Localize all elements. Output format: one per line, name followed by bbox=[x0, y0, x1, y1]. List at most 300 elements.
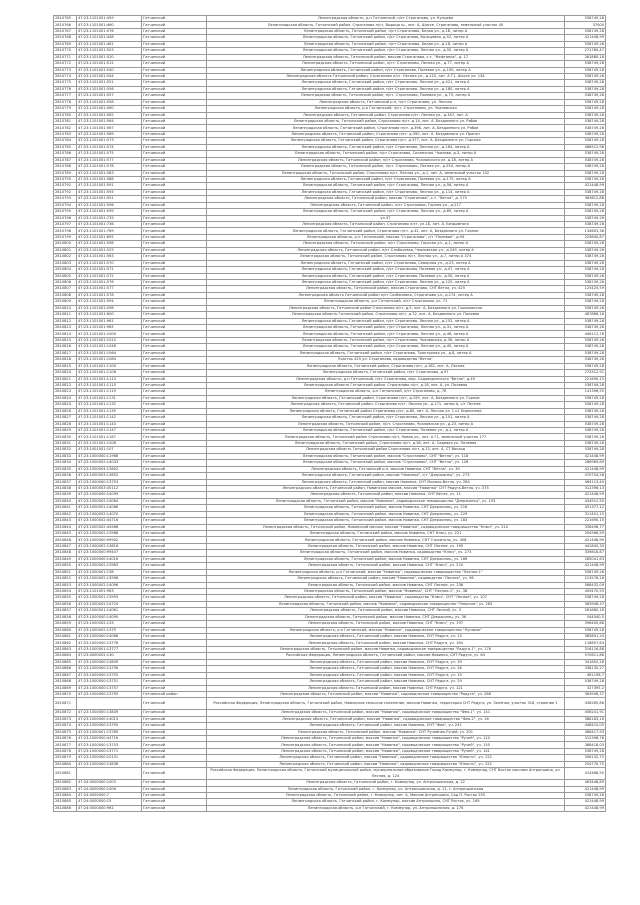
district-name-cell: Гатчинский район bbox=[142, 691, 207, 697]
district-name-cell: Гатчинский bbox=[142, 485, 207, 491]
cadastral-number-cell: 47:24:0000000:7 bbox=[77, 792, 142, 798]
cadastral-value-cell: 409470,55 bbox=[565, 588, 606, 594]
cadastral-value-cell: 421448,99 bbox=[565, 183, 606, 189]
cadastral-number-cell: 47:23:1001001:107 bbox=[77, 447, 142, 453]
cadastral-number-cell: 47:23:1000002:13998 bbox=[77, 576, 142, 582]
cadastral-value-cell: 461196,7 bbox=[565, 672, 606, 678]
district-name-cell: Гатчинский bbox=[142, 41, 207, 47]
cadastral-value-cell: 464113,49 bbox=[565, 479, 606, 485]
record-number-cell: 2810839 bbox=[54, 492, 77, 498]
cadastral-number-cell: 47:23:1101001:576 bbox=[77, 28, 142, 34]
cadastral-number-cell: 47:23:1000002:13988 bbox=[77, 531, 142, 537]
district-name-cell: Гатчинский bbox=[142, 325, 207, 331]
cadastral-value-cell: 421448,99 bbox=[565, 453, 606, 459]
cadastral-value-cell: 421448,99 bbox=[565, 563, 606, 569]
cadastral-number-cell: 47:23:1101001:572 bbox=[77, 273, 142, 279]
record-number-cell: 2810816 bbox=[54, 344, 77, 350]
cadastral-number-cell: 47:23:1000000:13753 bbox=[77, 742, 142, 748]
record-number-cell: 2810829 bbox=[54, 428, 77, 434]
cadastral-value-cell: 388418,03 bbox=[565, 742, 606, 748]
cadastral-number-cell: 47:23:1101001:1132 bbox=[77, 402, 142, 408]
address-cell: Ленинградская область, Гатчинский район, п/ст Строганово, Белая ул., д.18, литер А bbox=[207, 41, 565, 47]
district-name-cell: Гатчинский bbox=[142, 189, 207, 195]
record-number-cell: 2810781 bbox=[54, 119, 77, 125]
district-name-cell: Гатчинский bbox=[142, 273, 207, 279]
cadastral-value-cell: 311401,15 bbox=[565, 511, 606, 517]
cadastral-number-cell: 47:23:1000003:45112 bbox=[77, 485, 142, 491]
district-name-cell: Гатчинский bbox=[142, 183, 207, 189]
cadastral-number-cell: 47:23:1101001:563 bbox=[77, 254, 142, 260]
address-cell: Ленинградская область, Гатчинский район, массив Новинка, СНТ Дзержинец, уч. 183 bbox=[207, 518, 565, 524]
cadastral-value-cell: 385891,24 bbox=[565, 634, 606, 640]
cadastral-value-cell: 448410,05 bbox=[565, 723, 606, 729]
cadastral-number-cell: 47:23:1101001:576 bbox=[77, 279, 142, 285]
record-number-cell: 2810779 bbox=[54, 106, 77, 112]
record-number-cell: 2810878 bbox=[54, 748, 77, 754]
address-cell: Ленинградская область, Гатчинский район, массив Новинка, СНТ "Ключ", уч. 220 bbox=[207, 563, 565, 569]
record-number-cell: 2810811 bbox=[54, 312, 77, 318]
address-cell: Ленинградская область Гатчинский район, Строганово п/ст. Лесная ул., д.115, лит. А Г1, Шоссе ул. 13А bbox=[207, 73, 565, 79]
district-name-cell: Гатчинский bbox=[142, 106, 207, 112]
cadastral-number-cell: 47:23:1000001:14061 bbox=[77, 608, 142, 614]
cadastral-number-cell: 47:23:1101001:544 bbox=[77, 73, 142, 79]
cadastral-value-cell: 538749,28 bbox=[565, 350, 606, 356]
cadastral-value-cell: 538749,28 bbox=[565, 125, 606, 131]
record-number-cell: 2810804 bbox=[54, 267, 77, 273]
cadastral-value-cell: 421448,99 bbox=[565, 805, 606, 811]
record-number-cell: 2810857 bbox=[54, 608, 77, 614]
district-name-cell: Гатчинский bbox=[142, 395, 207, 401]
cadastral-value-cell: 538749,28 bbox=[565, 16, 606, 22]
cadastral-value-cell: 134603,38 bbox=[565, 228, 606, 234]
cadastral-number-cell: 47:23:1101001:1100 bbox=[77, 363, 142, 369]
district-name-cell: Гатчинский bbox=[142, 666, 207, 672]
cadastral-number-cell: 47:23:1000003:13652 bbox=[77, 473, 142, 479]
record-number-cell: 2810841 bbox=[54, 505, 77, 511]
record-number-cell: 2810848 bbox=[54, 550, 77, 556]
cadastral-value-cell: 538749,28 bbox=[565, 247, 606, 253]
district-name-cell: Гатчинский bbox=[142, 614, 207, 620]
record-number-cell: 2810886 bbox=[54, 805, 77, 811]
cadastral-value-cell: 538749,28 bbox=[565, 93, 606, 99]
record-number-cell: 2810795 bbox=[54, 209, 77, 215]
cadastral-number-cell: 47:23:1101001:1167 bbox=[77, 434, 142, 440]
record-number-cell: 2810837 bbox=[54, 479, 77, 485]
cadastral-number-cell: 47:23:1000000:13753 bbox=[77, 479, 142, 485]
register-body bbox=[54, 16, 606, 812]
cadastral-value-cell: 538749,28 bbox=[565, 363, 606, 369]
district-name-cell: Гатчинский bbox=[142, 672, 207, 678]
address-cell: Ленинградская область, р-н Гатчинский, п/ст Строганово, мкр. Садоводческого "Ветла", д.49 bbox=[207, 376, 565, 382]
district-name-cell: Гатчинский bbox=[142, 640, 207, 646]
cadastral-value-cell: 396400,66 bbox=[565, 621, 606, 627]
cadastral-number-cell: 47:23:1101001:540 bbox=[77, 67, 142, 73]
cadastral-value-cell: 538749,28 bbox=[565, 176, 606, 182]
record-number-cell: 2810846 bbox=[54, 537, 77, 543]
address-cell: Ленинградская область Гатчинский район п/ст Слобачевка, Строганово ул., д.174, литер А bbox=[207, 292, 565, 298]
cadastral-number-cell: 47:23:1101001:578 bbox=[77, 292, 142, 298]
address-cell: Ленинградская область, Гатчинский район, п/ст Строганово, Лесная ул., д.180, литер А bbox=[207, 86, 565, 92]
cadastral-number-cell: 47:23:1101001:578 bbox=[77, 164, 142, 170]
address-cell: Ленинградская область, Гатчинский район, Новинский массив, массив "Новинка", садоводческое товарищество "Ключ", уч. 210 bbox=[207, 524, 565, 530]
record-number-cell: 2810769 bbox=[54, 41, 77, 47]
address-cell: Ленинградская область, Гатчинский район, массив Новинка, СНТ Радуга, уч. 39 bbox=[207, 659, 565, 665]
cadastral-number-cell: 47:23:1101001:1010 bbox=[77, 337, 142, 343]
address-cell: Ленинградская область, Гатчинский район, массив Новинка, СНТ Дзержинец, уч. 166 bbox=[207, 556, 565, 562]
cadastral-number-cell: 47:23:1000002:133 bbox=[77, 621, 142, 627]
address-cell: Ленинградская область, Гатчинский район, Строганово п/ст, Лесная ул., д.1, лит. А, земельный участок 152 bbox=[207, 170, 565, 176]
district-name-cell: Гатчинский bbox=[142, 209, 207, 215]
district-name-cell: Гатчинский bbox=[142, 453, 207, 459]
district-name-cell: Гатчинский bbox=[142, 382, 207, 388]
record-number-cell: 2810788 bbox=[54, 164, 77, 170]
district-name-cell: Гатчинский bbox=[142, 363, 207, 369]
address-cell: Ленинградская область, Гатчинский район, массив Новинка, СНТ Радуга, уч. 13 bbox=[207, 634, 565, 640]
address-cell: Ленинградская область, Гатчинский район, массив "Строганово", с.т. "Ветла", д. 270 bbox=[207, 196, 565, 202]
record-number-cell: 2810847 bbox=[54, 543, 77, 549]
cadastral-value-cell: 338135,27 bbox=[565, 666, 606, 672]
address-cell: Ленинградская область, Гатчинский район, Строганово п/ст, Вырица ш., лит. А, Шоссе, Строганово, земельный участок 40 bbox=[207, 22, 565, 28]
cadastral-value-cell: 456241,91 bbox=[565, 710, 606, 716]
cadastral-number-cell: 47:23:1101001:1000 bbox=[77, 331, 142, 337]
address-cell: Ленинградская область, Гатчинский район, г. Коммунар, массив Антропшино, СНТ Росток, уч. 169 bbox=[207, 799, 565, 805]
record-number-cell: 2810879 bbox=[54, 755, 77, 761]
cadastral-value-cell: 538749,28 bbox=[565, 222, 606, 228]
cadastral-number-cell: 47:23:1000000:13755 bbox=[77, 691, 142, 697]
district-name-cell: Гатчинский bbox=[142, 112, 207, 118]
record-number-cell: 2810855 bbox=[54, 595, 77, 601]
cadastral-number-cell: 47:23:1101001:558 bbox=[77, 99, 142, 105]
cadastral-number-cell: 47:23:1000002:14070 bbox=[77, 511, 142, 517]
district-name-cell: Гатчинский bbox=[142, 768, 207, 780]
cadastral-value-cell: 363946,37 bbox=[565, 691, 606, 697]
district-name-cell: Гатчинский bbox=[142, 247, 207, 253]
cadastral-value-cell: 538749,28 bbox=[565, 202, 606, 208]
address-cell: Ленинградская область, р-н Гатчинский, массив "Новинка", садоводческое товарищество "Лесное-1" bbox=[207, 569, 565, 575]
district-name-cell: Гатчинский bbox=[142, 563, 207, 569]
record-number-cell: 2810869 bbox=[54, 685, 77, 691]
cadastral-value-cell: 538749,28 bbox=[565, 595, 606, 601]
district-name-cell: Гатчинский bbox=[142, 473, 207, 479]
record-number-cell: 2810863 bbox=[54, 646, 77, 652]
district-name-cell: Гатчинский bbox=[142, 48, 207, 54]
record-number-cell: 2810831 bbox=[54, 440, 77, 446]
district-name-cell: Гатчинский bbox=[142, 588, 207, 594]
address-cell: Ленинградская область, Гатчинский район, Строганово п/ст. д.377, лит. А. Бездомного ул. Горская bbox=[207, 138, 565, 144]
record-number-cell: 2810773 bbox=[54, 67, 77, 73]
address-cell: Ленинградская область, Гатчинский район, п/ст. Строганово, Лесная ул., д.254, литер А bbox=[207, 164, 565, 170]
address-cell: Ленинградская область, Гатчинский район, п/ст Строганово, Лесная ул., д.164, литер А bbox=[207, 144, 565, 150]
address-cell: Ленинградская область, Гатчинский район, массив "Новинка", с/т "Дзержинец", уч. 273 bbox=[207, 473, 565, 479]
address-cell: Ленинградская область, р-н Гатчинский, п/ст Строганово, ул. 71 bbox=[207, 299, 565, 305]
cadastral-value-cell: 588432,09 bbox=[565, 582, 606, 588]
record-number-cell: 2810766 bbox=[54, 22, 77, 28]
cadastral-value-cell: 421448,99 bbox=[565, 466, 606, 472]
cadastral-value-cell: 463448,89 bbox=[565, 780, 606, 786]
cadastral-value-cell: 538749,28 bbox=[565, 106, 606, 112]
record-number-cell: 2810830 bbox=[54, 434, 77, 440]
address-cell: Ленинградская область, Гатчинский район, п/ст. Строганово, Лесная ул., д.77, литер А bbox=[207, 61, 565, 67]
district-name-cell: Гатчинский bbox=[142, 576, 207, 582]
district-name-cell: Гатчинский bbox=[142, 54, 207, 60]
cadastral-number-cell: 47:23:1000001:14066 bbox=[77, 505, 142, 511]
cadastral-value-cell: 538749,28 bbox=[565, 305, 606, 311]
address-cell: Ленинградская область, Гатчинский район, массив Новинка, СНТ Радуга, уч. 26 bbox=[207, 666, 565, 672]
district-name-cell: Гатчинский bbox=[142, 344, 207, 350]
district-name-cell: Гатчинский bbox=[142, 260, 207, 266]
cadastral-value-cell: 538749,28 bbox=[565, 279, 606, 285]
record-number-cell: 2810883 bbox=[54, 786, 77, 792]
address-cell: Ленинградская область, Гатчинский район, Строганово п/ст. д.390, лит. А. Бездомного ул. Прогон bbox=[207, 131, 565, 137]
cadastral-number-cell: 47:23:1000000:13751 bbox=[77, 679, 142, 685]
record-number-cell: 2810868 bbox=[54, 679, 77, 685]
cadastral-number-cell bbox=[77, 768, 142, 780]
district-name-cell: Гатчинский bbox=[142, 748, 207, 754]
cadastral-number-cell: 47:23:1101001:1048 bbox=[77, 344, 142, 350]
address-cell: Ленинградская область, Гатчинский р-н, п/ст Строганово, ул. Лесная bbox=[207, 99, 565, 105]
record-number-cell: 2810805 bbox=[54, 273, 77, 279]
address-cell: Ленинградская область, Гатчинский район, г. Коммунар, ул. Антропшинская, д. 22 bbox=[207, 780, 565, 786]
address-cell: Ленинградская область, Гатчинский район, массив "Новинка", садоводческое товарищество "Фея-1", уч. 141 bbox=[207, 710, 565, 716]
cadastral-value-cell: 538749,28 bbox=[565, 421, 606, 427]
cadastral-number-cell: 47:23:1101001:598 bbox=[77, 241, 142, 247]
address-cell: Ленинградская область, Гатчинский район, массив "Новинка", садоводческое товарищество "Энергия", уч. 283 bbox=[207, 601, 565, 607]
district-name-cell: Гатчинский bbox=[142, 144, 207, 150]
record-number-cell: 2810849 bbox=[54, 556, 77, 562]
cadastral-value-cell: 327395,2 bbox=[565, 685, 606, 691]
cadastral-value-cell: 538749,28 bbox=[565, 189, 606, 195]
address-cell: Ленинградская область, р-н Гатчинский, массив "Строганово", с/т "Полевое", д.94 bbox=[207, 234, 565, 240]
cadastral-value-cell: 421448,99 bbox=[565, 537, 606, 543]
district-name-cell: Гатчинский bbox=[142, 659, 207, 665]
cadastral-number-cell: 47:23:1000001:13993 bbox=[77, 595, 142, 601]
cadastral-value-cell: 538749,28 bbox=[565, 209, 606, 215]
cadastral-value-cell: 538749,28 bbox=[565, 434, 606, 440]
record-number-cell: 2810861 bbox=[54, 634, 77, 640]
cadastral-number-cell: 47:23:1101001:551 bbox=[77, 196, 142, 202]
cadastral-number-cell: 47:23:1000000:14013 bbox=[77, 716, 142, 722]
cadastral-value-cell: 141396,55 bbox=[565, 389, 606, 395]
address-cell: Ленинградская область, Гатчинский район, массив Новинка, СНТ Лесное, уч. 195 bbox=[207, 543, 565, 549]
district-name-cell: Гатчинский bbox=[142, 608, 207, 614]
record-number-cell: 2810853 bbox=[54, 582, 77, 588]
cadastral-number-cell: 47:23:1101001:1084 bbox=[77, 357, 142, 363]
record-number-cell: 2810852 bbox=[54, 576, 77, 582]
record-number-cell: 2810812 bbox=[54, 318, 77, 324]
record-number-cell: 2810823 bbox=[54, 389, 77, 395]
cadastral-number-cell: 47:23:1000000:14016 bbox=[77, 556, 142, 562]
record-number-cell: 2810765 bbox=[54, 16, 77, 22]
address-cell: Ленинградская область, Гатчинский район, п/ст Строганово, Чкаловского ул. д.18, литер А bbox=[207, 157, 565, 163]
district-name-cell: Гатчинский bbox=[142, 99, 207, 105]
record-number-cell: 2810874 bbox=[54, 723, 77, 729]
address-cell: Ленинградская область, Гатчинский район, п/ст Строганово, Тракторная ул., д.8, литер А bbox=[207, 350, 565, 356]
district-name-cell: Гатчинский bbox=[142, 286, 207, 292]
record-number-cell: 2810860 bbox=[54, 627, 77, 633]
cadastral-value-cell: 421448,99 bbox=[565, 799, 606, 805]
district-name-cell: Гатчинский bbox=[142, 215, 207, 221]
cadastral-value-cell: 446112,78 bbox=[565, 331, 606, 337]
cadastral-value-cell: 538749,28 bbox=[565, 99, 606, 105]
table-row bbox=[54, 805, 606, 811]
address-cell: Ленинградская область, Гатчинский район, п/ст Строганово, д.97 bbox=[207, 370, 565, 376]
cadastral-value-cell: 118657,63 bbox=[565, 640, 606, 646]
address-cell: Ленинградская область, Гатчинский район, Строганово п/ст, ул.1Б, лит. А, Бездомного bbox=[207, 222, 565, 228]
cadastral-number-cell: 47:23:1101001:560 bbox=[77, 106, 142, 112]
district-name-cell: Гатчинский bbox=[142, 518, 207, 524]
cadastral-value-cell: 538749,28 bbox=[565, 344, 606, 350]
cadastral-value-cell: 336498,77 bbox=[565, 524, 606, 530]
cadastral-value-cell: 538749,28 bbox=[565, 415, 606, 421]
cadastral-value-cell: 538749,28 bbox=[565, 627, 606, 633]
record-number-cell: 2810784 bbox=[54, 138, 77, 144]
cadastral-number-cell: 47:23:1101001:983 bbox=[77, 588, 142, 594]
record-number-cell: 2810768 bbox=[54, 35, 77, 41]
cadastral-value-cell: 229840,87 bbox=[565, 234, 606, 240]
cadastral-number-cell: 47:23:1000002:14033 bbox=[77, 460, 142, 466]
district-name-cell: Гатчинский bbox=[142, 312, 207, 318]
cadastral-number-cell: 47:23:1101001:594 bbox=[77, 299, 142, 305]
address-cell: Ленинградская область, Гатчинский район, Строганово п/ст. д.32, лит. А, Бездомного ул. Горное bbox=[207, 228, 565, 234]
cadastral-value-cell: 388183,16 bbox=[565, 716, 606, 722]
district-name-cell: Гатчинский bbox=[142, 716, 207, 722]
cadastral-value-cell: 388417,93 bbox=[565, 729, 606, 735]
district-name-cell: Гатчинский bbox=[142, 634, 207, 640]
address-cell: Ленинградская область, р-н Гатчинский, г. Коммунар, ул. Антропшинская, д. 176 bbox=[207, 805, 565, 811]
address-cell: Ленинградская область, Гатчинский район, массив "Новинка", садоводческое товарищество "Фея-2", уч. 16 bbox=[207, 716, 565, 722]
address-cell: Ленинградская область, Гатчинский район, Строганово п/ст. Лесная ул., д.347, лит. А bbox=[207, 112, 565, 118]
record-number-cell: 2810873 bbox=[54, 716, 77, 722]
address-cell: Ленинградская область Гатчинский район Строганово п/ст, д.13, лит. А, СТ Восход bbox=[207, 447, 565, 453]
cadastral-value-cell: 213576,16 bbox=[565, 576, 606, 582]
district-name-cell: Гатчинский bbox=[142, 337, 207, 343]
record-number-cell: 2810870 bbox=[54, 691, 77, 697]
cadastral-value-cell: 436265,86 bbox=[565, 698, 606, 710]
cadastral-number-cell: 47:23:1101001:569 bbox=[77, 131, 142, 137]
cadastral-value-cell: 538749,28 bbox=[565, 157, 606, 163]
record-number-cell: 2810786 bbox=[54, 151, 77, 157]
record-number-cell: 2810858 bbox=[54, 614, 77, 620]
cadastral-value-cell: 538749,28 bbox=[565, 792, 606, 798]
district-name-cell: Гатчинский bbox=[142, 318, 207, 324]
cadastral-value-cell: 538749,28 bbox=[565, 131, 606, 137]
cadastral-number-cell: 47:23:1101001:573 bbox=[77, 138, 142, 144]
address-cell: Ленинградская область, Гатчинский район Строганово п/ст, д.5, лит. А, Бездомного ул. Горьковская bbox=[207, 305, 565, 311]
cadastral-number-cell: 47:23:1101001:503 bbox=[77, 48, 142, 54]
address-cell: Ленинградская область, Гатчинский район, Строганово п/ст, Лесная ул., д.7, литер А 374 bbox=[207, 254, 565, 260]
address-cell: Ленинградская область, Гатчинский район, п/ст Строганово, Северная ул., д.23, литер А bbox=[207, 260, 565, 266]
district-name-cell: Гатчинский bbox=[142, 86, 207, 92]
cadastral-value-cell: 538749,28 bbox=[565, 170, 606, 176]
record-number-cell: 2810778 bbox=[54, 99, 77, 105]
district-name-cell: Гатчинский bbox=[142, 460, 207, 466]
record-number-cell: 2810835 bbox=[54, 466, 77, 472]
cadastral-number-cell: 47:23:1101001:564 bbox=[77, 119, 142, 125]
record-number-cell: 2810818 bbox=[54, 357, 77, 363]
record-number-cell: 2810817 bbox=[54, 350, 77, 356]
address-cell: Ленинградская область, Гатчинский район, массив Строганово, СНТ Ветла, уч. 425 bbox=[207, 286, 565, 292]
address-cell: Ленинградская область, Гатчинский район, массив Новинка, СНТ "Ключ", уч. 197 bbox=[207, 621, 565, 627]
cadastral-number-cell: 47:23:1101001:1131 bbox=[77, 395, 142, 401]
cadastral-value-cell: 271760,47 bbox=[565, 48, 606, 54]
district-name-cell: Гатчинский bbox=[142, 550, 207, 556]
address-cell: Ленинградская область Гатчинский район, Строганово п/ст, д.18, лит. А, ул. Полевая bbox=[207, 382, 565, 388]
record-number-cell: 2810880 bbox=[54, 761, 77, 767]
address-cell: Ленинградская область, р-н Гатчинский, п/ст Строганово, д. 78 bbox=[207, 389, 565, 395]
cadastral-number-cell: 47:23:1101001:557 bbox=[77, 93, 142, 99]
address-cell: Ленинградская область, Гатчинский район, п/ст Строганово, Лесная ул., д.114, литер А bbox=[207, 189, 565, 195]
record-number-cell: 2810785 bbox=[54, 144, 77, 150]
cadastral-number-cell: 47:24:0000000:15 bbox=[77, 799, 142, 805]
address-cell: Ленинградская область, Гатчинский район, п/ст Строганово, Лесная ул., д.55, литер А bbox=[207, 48, 565, 54]
address-cell: Российская Федерация, Ленинградская область, Гатчинский район, Новинское сельское поселение, массив Новинка, территория СНТ Радуга, ул. Зелёная, участок 316, строение 1 bbox=[207, 698, 565, 710]
cadastral-value-cell: 383612,88 bbox=[565, 196, 606, 202]
address-cell: Ленинградская область, Гатчинский район, массив "Новинка", садоводческое товарищество "Ручей", уч. 110 bbox=[207, 736, 565, 742]
cadastral-value-cell: 421448,99 bbox=[565, 492, 606, 498]
district-name-cell: Гатчинский bbox=[142, 389, 207, 395]
address-cell: Ленинградская область, Гатчинский район, массив Строганово, с.т. "Нефтяник", д. 17 bbox=[207, 54, 565, 60]
district-name-cell: Гатчинский bbox=[142, 710, 207, 716]
cadastral-value-cell: 538749,28 bbox=[565, 395, 606, 401]
cadastral-value-cell: 538749,28 bbox=[565, 215, 606, 221]
cadastral-number-cell: 47:24:0000000:1006 bbox=[77, 786, 142, 792]
record-number-cell: 2810872 bbox=[54, 710, 77, 716]
district-name-cell: Гатчинский bbox=[142, 305, 207, 311]
cadastral-value-cell: 538749,28 bbox=[565, 292, 606, 298]
address-cell: Ленинградская область, Гатчинский район, п/ст Строганово, Лесная ул., д.152, литер А bbox=[207, 318, 565, 324]
cadastral-number-cell: 47:23:1101001:574 bbox=[77, 144, 142, 150]
cadastral-number-cell: 47:23:1000001:13789 bbox=[77, 729, 142, 735]
record-number-cell: 2810807 bbox=[54, 286, 77, 292]
cadastral-number-cell: 47:23:1000000:13755 bbox=[77, 672, 142, 678]
district-name-cell: Гатчинский bbox=[142, 202, 207, 208]
district-name-cell: Гатчинский bbox=[142, 350, 207, 356]
address-cell: Ленинградская область, Гатчинский район, п/ст Строганово, Лесная ул., д.421, литер А bbox=[207, 80, 565, 86]
district-name-cell: Гатчинский bbox=[142, 646, 207, 652]
district-name-cell: Гатчинский bbox=[142, 28, 207, 34]
table-row bbox=[54, 698, 606, 710]
record-number-cell: 2810808 bbox=[54, 292, 77, 298]
record-number-cell: 2810790 bbox=[54, 176, 77, 182]
district-name-cell: Гатчинский bbox=[142, 222, 207, 228]
cadastral-number-cell: 47:23:1101001:461 bbox=[77, 41, 142, 47]
district-name-cell: Гатчинский bbox=[142, 138, 207, 144]
record-number-cell: 2810838 bbox=[54, 485, 77, 491]
district-name-cell: Гатчинский bbox=[142, 723, 207, 729]
cadastral-number-cell: 47:23:1000002:14096 bbox=[77, 582, 142, 588]
cadastral-number-cell: 47:23:1101001:577 bbox=[77, 157, 142, 163]
district-name-cell: Гатчинский bbox=[142, 792, 207, 798]
record-number-cell: 2810850 bbox=[54, 563, 77, 569]
record-number-cell: 2810801 bbox=[54, 247, 77, 253]
address-cell: Ленинградская область, Гатчинский район, Новинская массив, массив "Новинка" СНТ Радуга-Ветла, уч. 375 bbox=[207, 485, 565, 491]
district-name-cell: Гатчинский bbox=[142, 164, 207, 170]
cadastral-value-cell: 538749,28 bbox=[565, 318, 606, 324]
cadastral-value-cell: 538749,28 bbox=[565, 447, 606, 453]
address-cell: Ленинградская область, Гатчинский район, массив "Новинка", садоводческое товарищество "Ручей", уч. 155 bbox=[207, 742, 565, 748]
cadastral-value-cell: 434912,50 bbox=[565, 498, 606, 504]
cadastral-value-cell: 285041,63 bbox=[565, 556, 606, 562]
address-cell: Ленинградская область, Гатчинский район, массив Новинка, СНТ Ключ, уч. 221 bbox=[207, 531, 565, 537]
address-cell: Ленинградская область, Гатчинский район Строганово п/ст, д.80, лит. А, Лесная ул. 1 к1 Кирпичное bbox=[207, 408, 565, 414]
address-cell: Ленинградская область, Гатчинский район, п/ст Строганово, Кольцевая, д.52, литер А bbox=[207, 35, 565, 41]
record-number-cell: 2810800 bbox=[54, 241, 77, 247]
address-cell: Ленинградская область, Гатчинский район, г. Коммунар, ул. Антропшинская, д. 11, г. Антропшинская bbox=[207, 786, 565, 792]
cadastral-number-cell: 47:23:1101001:556 bbox=[77, 86, 142, 92]
cadastral-number-cell: 47:24:0000000:1003 bbox=[77, 780, 142, 786]
record-number-cell: 2810845 bbox=[54, 531, 77, 537]
record-number-cell: 2810884 bbox=[54, 792, 77, 798]
